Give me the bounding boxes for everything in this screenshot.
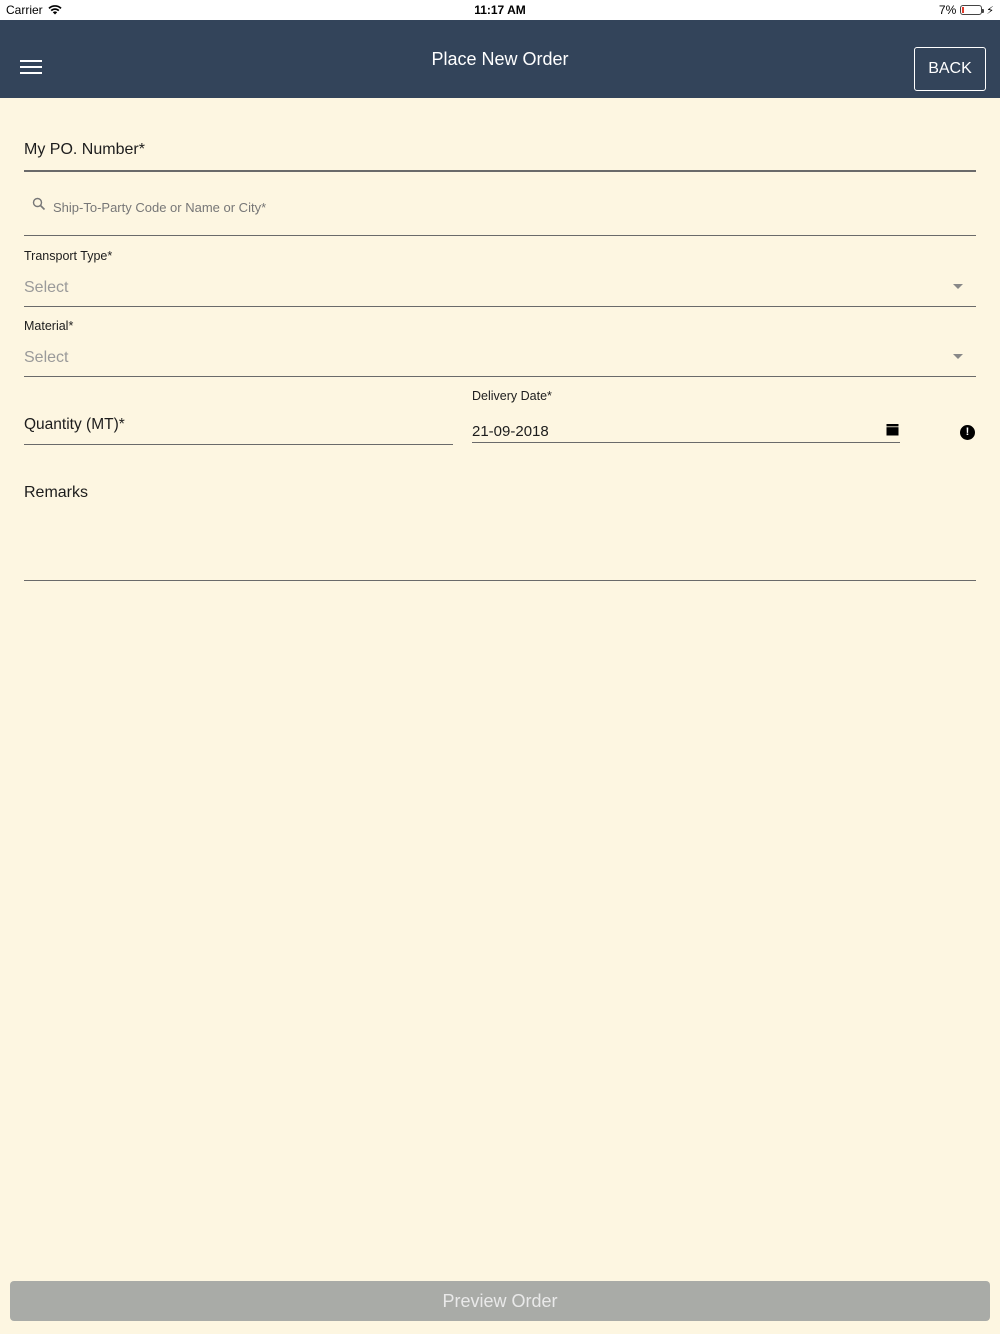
po-number-input[interactable] xyxy=(24,138,974,162)
app-header xyxy=(0,20,1000,98)
remarks-underline xyxy=(24,580,976,581)
delivery-date-field[interactable]: 21-09-2018 xyxy=(472,423,549,440)
remarks-textarea[interactable] xyxy=(24,484,974,574)
calendar-icon[interactable] xyxy=(886,423,899,436)
search-icon xyxy=(32,197,46,211)
transport-type-select[interactable]: Select xyxy=(24,279,69,296)
delivery-date-underline xyxy=(472,442,900,443)
transport-type-chevron-down-icon[interactable] xyxy=(953,284,963,289)
charging-bolt-icon: ⚡ xyxy=(986,4,994,17)
po-number-underline xyxy=(24,170,976,172)
status-time: 11:17 AM xyxy=(474,3,526,17)
preview-order-button[interactable]: Preview Order xyxy=(10,1281,990,1321)
quantity-underline xyxy=(24,444,453,445)
delivery-date-label: Delivery Date* xyxy=(472,389,552,403)
battery-info xyxy=(939,3,994,17)
transport-type-underline xyxy=(24,306,976,307)
back-button[interactable]: BACK xyxy=(914,47,986,91)
info-icon[interactable]: ! xyxy=(960,425,975,440)
battery-icon xyxy=(960,5,982,15)
material-chevron-down-icon[interactable] xyxy=(953,354,963,359)
material-select[interactable]: Select xyxy=(24,349,69,366)
quantity-input[interactable] xyxy=(24,414,444,436)
battery-percent: 7% xyxy=(938,3,957,17)
battery-level xyxy=(962,7,964,13)
material-underline xyxy=(24,376,976,377)
ship-to-party-underline xyxy=(24,235,976,236)
material-label: Material* xyxy=(24,319,74,333)
transport-type-label: Transport Type* xyxy=(24,249,113,263)
carrier-label: Carrier xyxy=(6,3,43,17)
ship-to-party-search-input[interactable] xyxy=(53,198,953,216)
status-bar xyxy=(0,0,1000,20)
page-title: Place New Order xyxy=(431,49,569,69)
